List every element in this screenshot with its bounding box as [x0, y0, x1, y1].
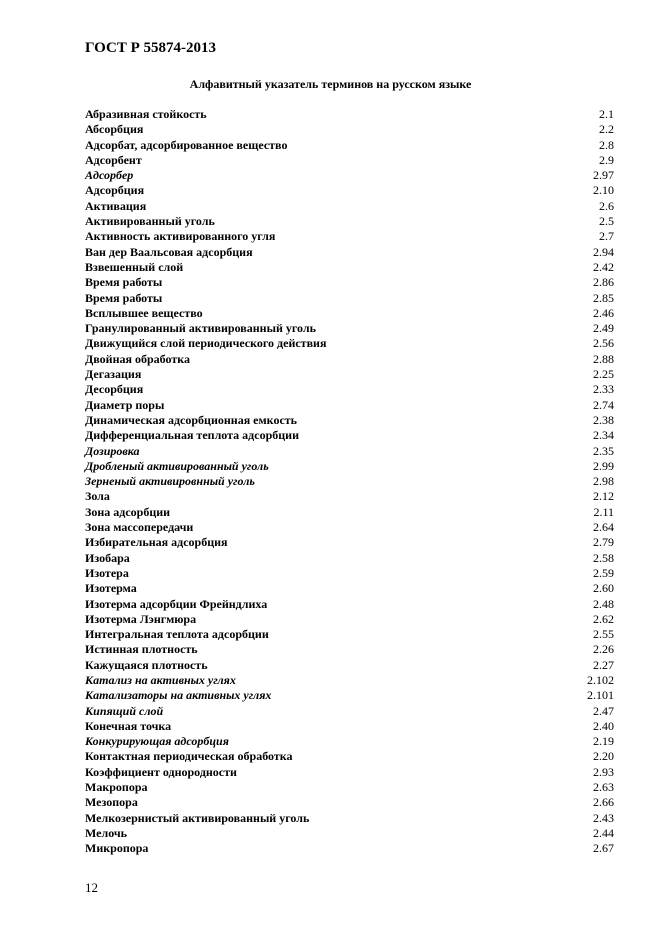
index-entry: [85, 673, 614, 688]
index-entry-term: Динамическая адсорбционная емкость: [85, 412, 298, 427]
index-entry-ref: 2.46: [593, 305, 614, 320]
index-entry-term: Активированный уголь: [85, 214, 215, 229]
index-entry: [85, 306, 614, 321]
index-entry: [85, 841, 614, 856]
index-entry-term: Ван дер Ваальсовая адсорбция: [85, 244, 253, 259]
index-entry-ref: 2.5: [599, 214, 614, 229]
index-entry-term: Мелкозернистый активированный уголь: [85, 810, 310, 825]
index-entry-ref: 2.56: [593, 336, 614, 351]
index-entry-ref: 2.101: [587, 688, 614, 703]
index-entry: [85, 275, 614, 290]
index-entry: [85, 321, 614, 336]
index-title: Алфавитный указатель терминов на русском языке: [189, 77, 472, 91]
index-entry-ref: 2.94: [593, 244, 614, 259]
index-entry: [85, 658, 614, 673]
index-entry: [85, 627, 614, 642]
index-entry: [85, 474, 614, 489]
index-entry-ref: 2.34: [593, 428, 614, 443]
index-entry-ref: 2.10: [593, 183, 614, 198]
index-entry: [85, 199, 614, 214]
index-entry: [85, 398, 614, 413]
index-entry: [85, 749, 614, 764]
index-entry: [85, 597, 614, 612]
index-entry: [85, 704, 614, 719]
index-entry-term: Зона массопередачи: [85, 520, 194, 535]
index-entry-term: Катализ на активных углях: [85, 672, 236, 687]
index-entry-term: Дифференциальная теплота адсорбции: [85, 428, 299, 443]
index-entry: [85, 245, 614, 260]
index-entry-term: Кажущаяся плотность: [85, 657, 208, 672]
index-entry-ref: 2.9: [599, 152, 614, 167]
index-entry-term: Абразивная стойкость: [85, 107, 207, 121]
index-entry-ref: 2.47: [593, 703, 614, 718]
index-entry-ref: 2.8: [599, 137, 614, 152]
index-entry: [85, 765, 614, 780]
index-entry: [85, 107, 614, 122]
index-entry-ref: 2.79: [593, 535, 614, 550]
index-entry-term: Время работы: [85, 275, 163, 290]
index-entry-term: Избирательная адсорбция: [85, 535, 228, 550]
index-entry-term: Конкурирующая адсорбция: [85, 734, 229, 749]
index-entry: [85, 505, 614, 520]
index-entry-ref: 2.6: [599, 198, 614, 213]
index-entry: [85, 489, 614, 504]
index-entry: [85, 122, 614, 137]
index-entry-ref: 2.55: [593, 627, 614, 642]
index-entry-term: Адсорбция: [85, 183, 145, 198]
index-entry: [85, 551, 614, 566]
index-entry-term: Мелочь: [85, 825, 128, 840]
index-entry: [85, 229, 614, 244]
index-entry-ref: 2.60: [593, 581, 614, 596]
index-entry-term: Адсорбат, адсорбированное вещество: [85, 137, 288, 152]
index-entry-ref: 2.25: [593, 367, 614, 382]
index-entry: [85, 535, 614, 550]
index-entry: [85, 459, 614, 474]
index-entry: [85, 642, 614, 657]
index-entry-term: Микропора: [85, 841, 149, 856]
index-entry-ref: 2.35: [593, 443, 614, 458]
index-entry-term: Истинная плотность: [85, 642, 198, 657]
index-entry: [85, 734, 614, 749]
index-entry-term: Диаметр поры: [85, 397, 165, 412]
index-entry-term: Время работы: [85, 290, 163, 305]
index-entry-ref: 2.48: [593, 596, 614, 611]
index-entry: [85, 688, 614, 703]
index-entry-ref: 2.43: [593, 810, 614, 825]
index-entry: [85, 428, 614, 443]
index-entry-ref: 2.12: [593, 489, 614, 504]
index-entry-term: Двойная обработка: [85, 351, 190, 366]
index-entry-term: Изотерма адсорбции Фрейндлиха: [85, 596, 268, 611]
index-entry: [85, 795, 614, 810]
index-entry: [85, 811, 614, 826]
index-entry-term: Зона адсорбции: [85, 504, 171, 519]
index-entry: [85, 260, 614, 275]
index-entry-term: Активность активированного угля: [85, 229, 276, 244]
index-entry-ref: 2.97: [593, 168, 614, 183]
index-entry: [85, 413, 614, 428]
index-entry: [85, 183, 614, 198]
term-index-list: [85, 107, 614, 857]
index-entry: [85, 826, 614, 841]
index-entry-term: Изотера: [85, 565, 129, 580]
index-entry-term: Дегазация: [85, 367, 142, 382]
index-entry-term: Зерненый активировнный уголь: [85, 474, 255, 489]
index-entry-ref: 2.88: [593, 351, 614, 366]
index-entry-term: Изотерма: [85, 581, 137, 596]
index-entry-term: Абсорбция: [85, 122, 144, 137]
index-entry-term: Зола: [85, 489, 110, 504]
index-entry-ref: 2.27: [593, 657, 614, 672]
index-entry-ref: 2.85: [593, 290, 614, 305]
index-entry-ref: 2.44: [593, 825, 614, 840]
index-entry-ref: 2.67: [593, 841, 614, 856]
index-entry-term: Адсорбер: [85, 168, 134, 183]
index-entry-term: Мезопора: [85, 795, 138, 810]
index-entry: [85, 719, 614, 734]
index-entry-term: Макропора: [85, 780, 148, 795]
index-entry: [85, 367, 614, 382]
index-entry-term: Катализаторы на активных углях: [85, 688, 272, 703]
index-entry-ref: 2.74: [593, 397, 614, 412]
index-entry: [85, 168, 614, 183]
index-entry-ref: 2.1: [599, 107, 614, 121]
index-entry: [85, 153, 614, 168]
index-entry-term: Изобара: [85, 550, 130, 565]
page-number: 12: [85, 880, 98, 895]
index-entry-ref: 2.2: [599, 122, 614, 137]
index-entry-ref: 2.33: [593, 382, 614, 397]
index-entry-ref: 2.66: [593, 795, 614, 810]
index-entry-ref: 2.64: [593, 520, 614, 535]
document-header: ГОСТ Р 55874-2013: [85, 40, 217, 56]
index-entry-ref: 2.49: [593, 321, 614, 336]
index-entry: [85, 581, 614, 596]
index-entry-term: Движущийся слой периодического действия: [85, 336, 327, 351]
index-entry-ref: 2.58: [593, 550, 614, 565]
index-entry-term: Изотерма Лэнгмюра: [85, 611, 197, 626]
index-entry-ref: 2.11: [593, 504, 614, 519]
index-entry-term: Интегральная теплота адсорбции: [85, 627, 269, 642]
index-entry-ref: 2.19: [593, 734, 614, 749]
index-entry-term: Активация: [85, 198, 147, 213]
index-entry-ref: 2.42: [593, 259, 614, 274]
index-entry-ref: 2.38: [593, 412, 614, 427]
index-entry-term: Взвешенный слой: [85, 259, 184, 274]
index-entry-term: Конечная точка: [85, 718, 172, 733]
index-entry: [85, 612, 614, 627]
index-entry-ref: 2.20: [593, 749, 614, 764]
index-entry: [85, 352, 614, 367]
index-entry-term: Адсорбент: [85, 152, 142, 167]
index-entry: [85, 566, 614, 581]
index-entry: [85, 382, 614, 397]
index-entry-term: Коэффициент однородности: [85, 764, 237, 779]
index-entry-ref: 2.99: [593, 458, 614, 473]
index-entry: [85, 291, 614, 306]
index-entry-term: Дозировка: [85, 443, 140, 458]
index-entry-term: Дробленый активированный уголь: [85, 458, 269, 473]
index-entry-ref: 2.98: [593, 474, 614, 489]
index-entry: [85, 138, 614, 153]
index-entry-ref: 2.86: [593, 275, 614, 290]
index-entry-term: Гранулированный активированный уголь: [85, 321, 316, 336]
index-entry-ref: 2.63: [593, 780, 614, 795]
index-entry: [85, 336, 614, 351]
index-entry-ref: 2.62: [593, 611, 614, 626]
index-entry-term: Контактная периодическая обработка: [85, 749, 293, 764]
index-entry-ref: 2.26: [593, 642, 614, 657]
index-entry-ref: 2.59: [593, 565, 614, 580]
index-entry: [85, 444, 614, 459]
index-entry: [85, 520, 614, 535]
index-entry-term: Десорбция: [85, 382, 144, 397]
index-entry-term: Всплывшее вещество: [85, 305, 203, 320]
index-entry-ref: 2.40: [593, 718, 614, 733]
index-entry-ref: 2.93: [593, 764, 614, 779]
index-entry: [85, 780, 614, 795]
index-entry: [85, 214, 614, 229]
index-entry-ref: 2.102: [587, 672, 614, 687]
index-entry-ref: 2.7: [599, 229, 614, 244]
index-entry-term: Кипящий слой: [85, 703, 164, 718]
